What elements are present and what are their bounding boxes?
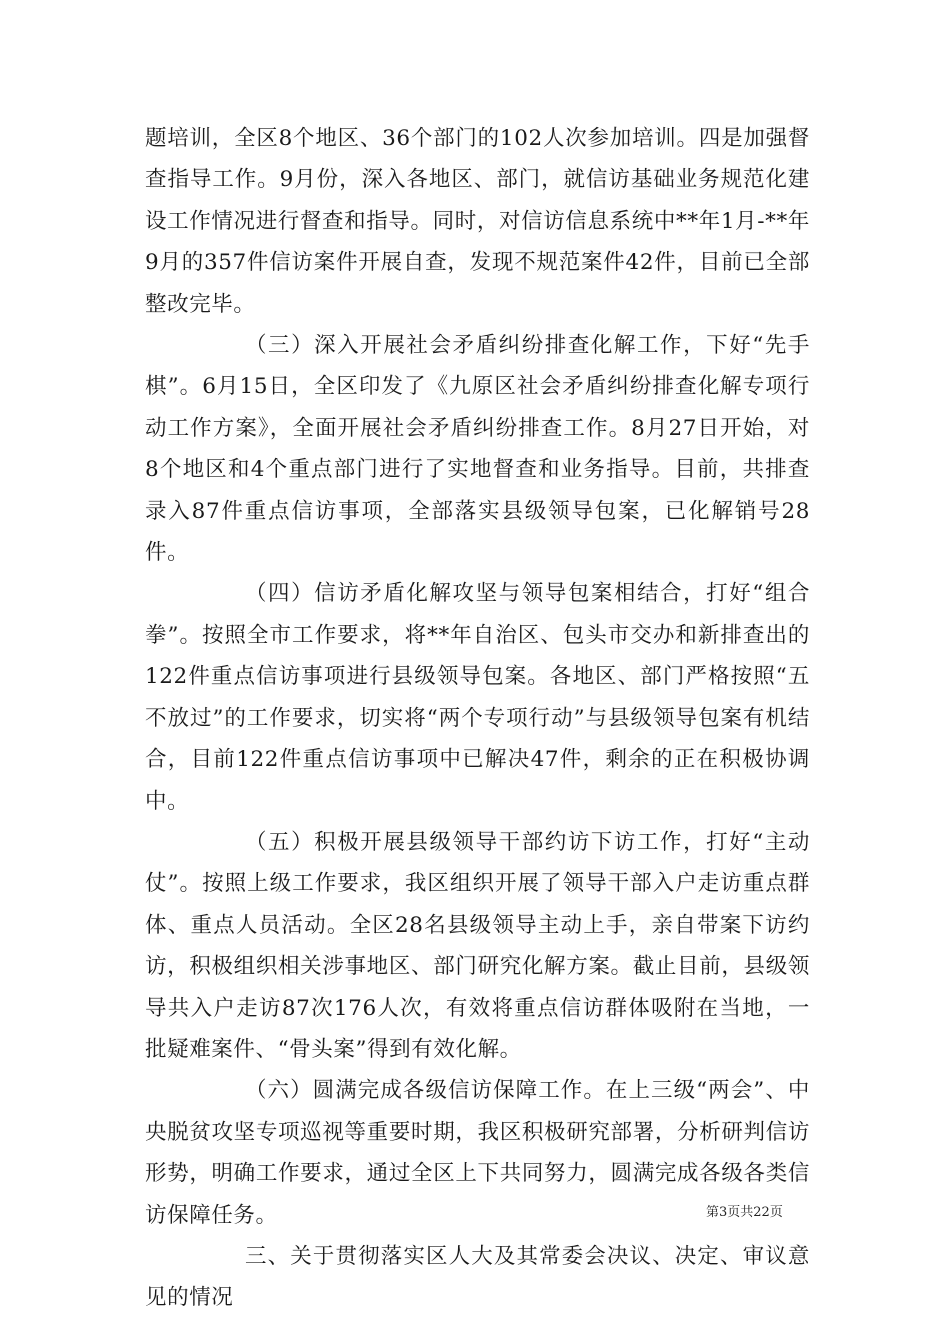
paragraph-section-five: （五）积极开展县级领导干部约访下访工作，打好“主动仗”。按照上级工作要求，我区组织开展了领导干部入户走访重点群体、重点人员活动。全区28名县级领导主动上手，亲自带案下访约访，积极组织相关涉事地区、部门研究化解方案。截止目前，县级领导共入户走访87次176人次，有效将重点信访群体吸附在当地，一批疑难案件、“骨头案”得到有效化解。	[145, 829, 810, 1062]
document-body	[145, 118, 810, 1319]
heading-part-three: 三、关于贯彻落实区人大及其常委会决议、决定、审议意见的情况	[145, 1243, 810, 1311]
paragraph-section-three: （三）深入开展社会矛盾纠纷排查化解工作，下好“先手棋”。6月15日，全区印发了《九原区社会矛盾纠纷排查化解专项行动工作方案》，全面开展社会矛盾纠纷排查工作。8月27日开始，对8个地区和4个重点部门进行了实地督查和业务指导。目前，共排查录入87件重点信访事项，全部落实县级领导包案，已化解销号28件。	[145, 333, 810, 566]
paragraph-section-six: （六）圆满完成各级信访保障工作。在上三级“两会”、中央脱贫攻坚专项巡视等重要时期，我区积极研究部署，分析研判信访形势，明确工作要求，通过全区上下共同努力，圆满完成各级各类信访保障任务。	[145, 1078, 810, 1228]
paragraph-section-four: （四）信访矛盾化解攻坚与领导包案相结合，打好“组合拳”。按照全市工作要求，将**年自治区、包头市交办和新排查出的122件重点信访事项进行县级领导包案。各地区、部门严格按照“五不放过”的工作要求，切实将“两个专项行动”与县级领导包案有机结合，目前122件重点信访事项中已解决47件，剩余的正在积极协调中。	[145, 581, 810, 814]
paragraph-training-continuation: 题培训，全区8个地区、36个部门的102人次参加培训。四是加强督查指导工作。9月份，深入各地区、部门，就信访基础业务规范化建设工作情况进行督查和指导。同时，对信访信息系统中**年1月-**年9月的357件信访案件开展自查，发现不规范案件42件，目前已全部整改完毕。	[145, 126, 810, 317]
page-number: 第3页共22页	[706, 1205, 783, 1220]
